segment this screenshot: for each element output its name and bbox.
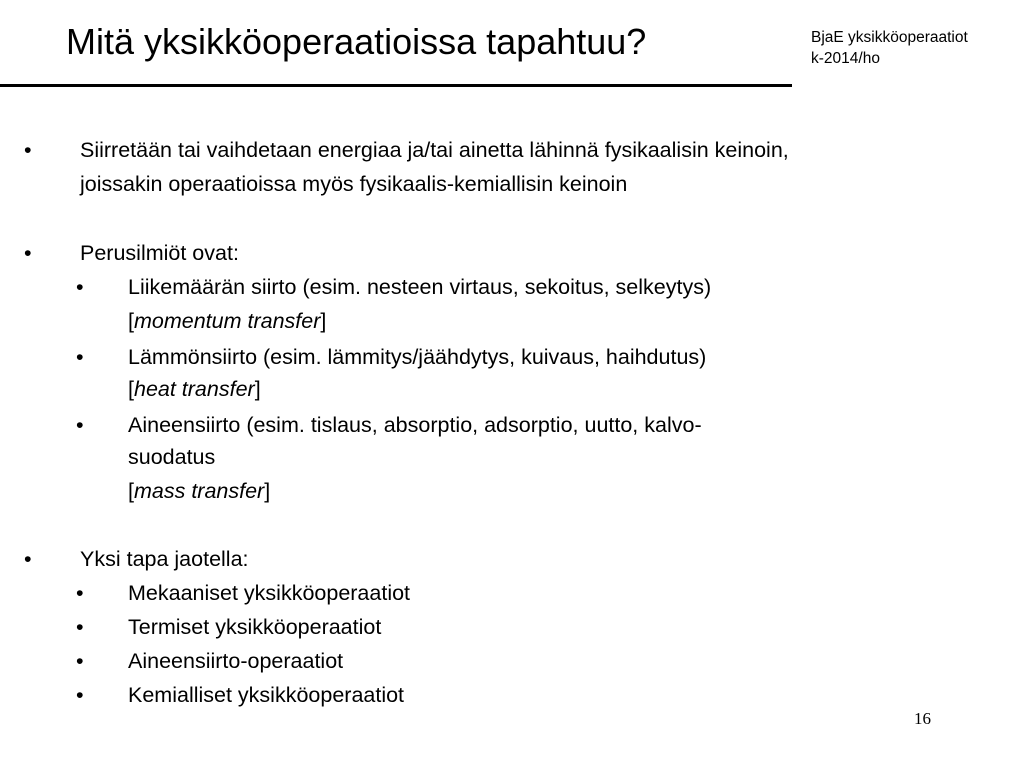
sub-bullet-glyph: •	[76, 581, 84, 605]
p1-line2: joissakin operaatioissa myös fysikaalis-kemiallisin keinoin	[80, 172, 628, 196]
p3-sub2: Termiset yksikköoperaatiot	[128, 615, 382, 639]
p3-sub1: Mekaaniset yksikköoperaatiot	[128, 581, 411, 605]
p2-sub2-line1: Lämmönsiirto (esim. lämmitys/jäähdytys, kuivaus, haihdutus)	[128, 345, 707, 369]
header-note	[811, 27, 968, 69]
slide-title: Mitä yksikköoperaatioissa tapahtuu?	[66, 21, 647, 62]
header-note-line1: BjaE yksikköoperaatiot	[811, 29, 968, 46]
bracket-open: [	[128, 309, 134, 333]
p2-sub3-term-line	[128, 474, 270, 508]
bullet-glyph: •	[24, 138, 32, 162]
bracket-open: [	[128, 377, 134, 401]
p2-sub3-line1: Aineensiirto (esim. tislaus, absorptio, adsorptio, uutto, kalvo-	[128, 413, 702, 437]
title-underline	[0, 84, 792, 87]
p3-heading: Yksi tapa jaotella:	[80, 547, 249, 571]
bracket-close: ]	[320, 309, 327, 333]
p3-sub4: Kemialliset yksikköoperaatiot	[128, 683, 405, 707]
p3-sub3: Aineensiirto-operaatiot	[128, 649, 344, 673]
sub-bullet-glyph: •	[76, 683, 84, 707]
page-number: 16	[914, 709, 931, 728]
sub-bullet-glyph: •	[76, 615, 84, 639]
bracket-close: ]	[254, 377, 261, 401]
sub-bullet-glyph: •	[76, 649, 84, 673]
bracket-open: [	[128, 479, 134, 503]
sub-bullet-glyph: •	[76, 275, 84, 299]
sub-bullet-glyph: •	[76, 413, 84, 437]
p2-sub1-term: momentum transfer	[133, 309, 321, 333]
bullet-glyph: •	[24, 547, 32, 571]
p2-sub3-line2: suodatus	[128, 445, 216, 469]
bullet-glyph: •	[24, 241, 32, 265]
p2-heading: Perusilmiöt ovat:	[80, 241, 239, 265]
p2-sub1-term-line	[128, 304, 326, 338]
header-note-line2: k-2014/ho	[811, 50, 880, 67]
p2-sub2-term: heat transfer	[133, 377, 255, 401]
bracket-close: ]	[264, 479, 271, 503]
p2-sub2-term-line	[128, 372, 261, 406]
p2-sub1-line1: Liikemäärän siirto (esim. nesteen virtaus, sekoitus, selkeytys)	[128, 275, 712, 299]
sub-bullet-glyph: •	[76, 345, 84, 369]
p1-line1: Siirretään tai vaihdetaan energiaa ja/tai ainetta lähinnä fysikaalisin keinoin,	[80, 138, 789, 162]
p2-sub3-term: mass transfer	[133, 479, 265, 503]
